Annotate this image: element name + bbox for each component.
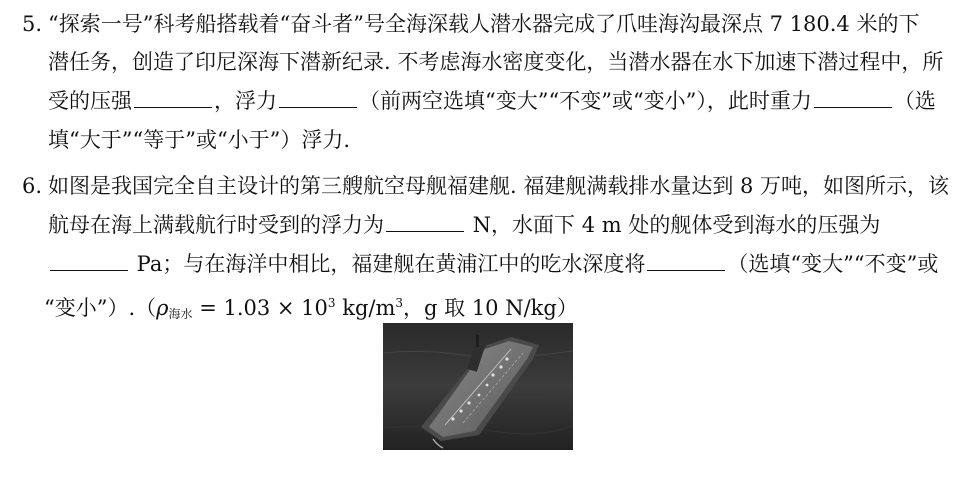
density-value: = 1.03 × 10 (192, 296, 328, 320)
q5-blank-pressure[interactable] (134, 89, 212, 108)
q6-text-draft: Pa；与在海洋中相比，福建舰在黄浦江中的吃水深度将 (130, 252, 646, 276)
q6-blank-buoyancy[interactable] (386, 213, 464, 232)
q6-blank-pressure[interactable] (50, 252, 128, 271)
question-6-number: 6. (22, 174, 43, 198)
q5-text-select: （选 (893, 89, 936, 113)
question-5-number: 5. (22, 12, 43, 36)
q6-text-select: （选填“变大”“不变”或 (727, 252, 939, 276)
q6-text-buoyancy: 航母在海上满载航行时受到的浮力为 (48, 213, 384, 237)
q5-blank-buoyancy[interactable] (279, 89, 357, 108)
q6-line-2 (48, 211, 880, 239)
aircraft-carrier-photo (383, 323, 573, 450)
unit-exponent: 3 (395, 296, 404, 310)
rho-symbol: ρ (156, 296, 169, 320)
q5-text-pressure: 受的压强 (48, 89, 132, 113)
q5-line-3 (48, 87, 936, 115)
q6-line-1: 如图是我国完全自主设计的第三艘航空母舰福建舰. 福建舰满载排水量达到 8 万吨，如图所示，该 (48, 174, 950, 198)
q5-line-1: “探索一号”科考船搭载着“奋斗者”号全海深载人潜水器完成了爪哇海沟最深点 7 180.4 米的下 (48, 12, 920, 36)
q5-blank-gravity[interactable] (814, 89, 892, 108)
q5-line-2: 潜任务，创造了印尼深海下潜新纪录. 不考虑海水密度变化，当潜水器在水下加速下潜过程中，所 (48, 50, 944, 74)
q6-text-options: “变小”）.（ (44, 296, 157, 320)
q6-text-pressure: N，水面下 4 m 处的舰体受到海水的压强为 (466, 213, 881, 237)
exponent: 3 (327, 296, 336, 310)
q6-blank-draft[interactable] (647, 252, 725, 271)
rho-subscript: 海水 (168, 307, 193, 321)
g-value: ，g 取 10 N/kg） (403, 296, 578, 320)
q5-line-4: 填“大于”“等于”或“小于”）浮力. (48, 128, 351, 152)
q5-text-buoyancy: ，浮力 (214, 89, 277, 113)
density-unit: kg/m (335, 296, 396, 320)
q5-text-gravity: （前两空选填“变大”“不变”或“变小”），此时重力 (359, 89, 812, 113)
q6-line-3 (48, 250, 938, 278)
